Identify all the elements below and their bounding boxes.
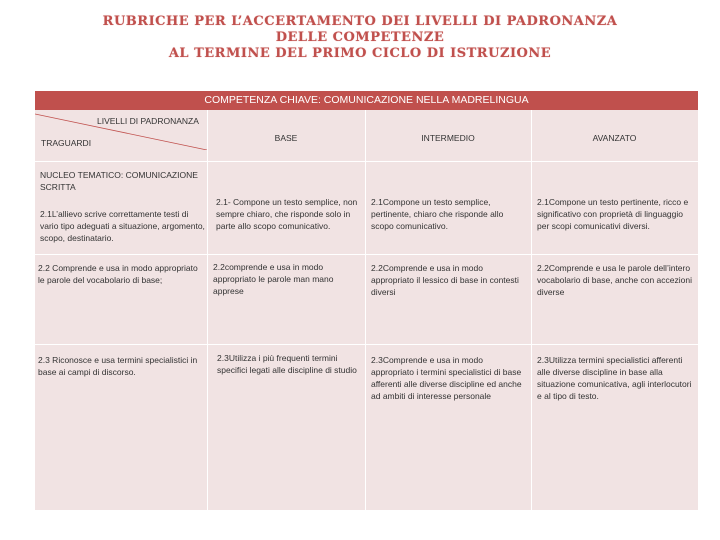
row-divider [35, 161, 698, 162]
column-divider [207, 110, 208, 510]
intermedio-2-1: 2.1Compone un testo semplice, pertinente, chiaro che risponde allo scopo comunicativo. [371, 197, 504, 231]
traguardo-2-3: 2.3 Riconosce e usa termini specialistici in base ai campi di discorso. [38, 355, 198, 377]
intermedio-2-3: 2.3Comprende e usa in modo appropriato i termini specialistici di base afferenti alle diverse discipline ed anche ad ambiti di interesse personale [371, 355, 522, 401]
table-header: COMPETENZA CHIAVE: COMUNICAZIONE NELLA MADRELINGUA [35, 91, 698, 110]
column-divider [365, 110, 366, 510]
row-divider [35, 254, 698, 255]
base-2-3: 2.3Utilizza i più frequenti termini specifici legati alle discipline di studio [217, 353, 357, 375]
title-line-1: RUBRICHE PER L’ACCERTAMENTO DEI LIVELLI DI PADRONANZA [102, 14, 618, 29]
title-line-3: AL TERMINE DEL PRIMO CICLO DI ISTRUZIONE [168, 46, 552, 61]
rubric-table [35, 91, 698, 510]
level-header-intermedio: INTERMEDIO [421, 133, 475, 143]
nucleo-tematico: NUCLEO TEMATICO: COMUNICAZIONE SCRITTA [40, 170, 198, 192]
base-2-1: 2.1- Compone un testo semplice, non sempre chiaro, che risponde solo in parte allo scopo comunicativo. [216, 197, 358, 231]
traguardi-label: TRAGUARDI [41, 138, 92, 148]
column-divider [531, 110, 532, 510]
page-title [0, 14, 720, 62]
base-2-2: 2.2comprende e usa in modo appropriato le parole man mano apprese [213, 262, 334, 296]
traguardo-2-2: 2.2 Comprende e usa in modo appropriato le parole del vocabolario di base; [38, 263, 198, 285]
level-header-avanzato: AVANZATO [592, 133, 637, 143]
traguardo-2-1: 2.1L’allievo scrive correttamente testi di vario tipo adeguati a situazione, argomento, scopo, destinatario. [40, 209, 205, 243]
level-header-base: BASE [274, 133, 298, 143]
avanzato-2-1: 2.1Compone un testo pertinente, ricco e significativo con proprietà di linguaggio per scopi comunicativi diversi. [537, 197, 689, 231]
avanzato-2-3: 2.3Utilizza termini specialistici afferenti alle diverse discipline in base alla situazione comunicativa, agli interlocutori e al tipo di testo. [537, 355, 692, 401]
title-line-2: DELLE COMPETENZE [275, 30, 445, 45]
livelli-label: LIVELLI DI PADRONANZA [97, 116, 199, 126]
row-divider [35, 344, 698, 345]
avanzato-2-2: 2.2Comprende e usa le parole dell’intero vocabolario di base, anche con accezioni diverse [537, 263, 692, 297]
intermedio-2-2: 2.2Comprende e usa in modo appropriato il lessico di base in contesti diversi [371, 263, 519, 297]
